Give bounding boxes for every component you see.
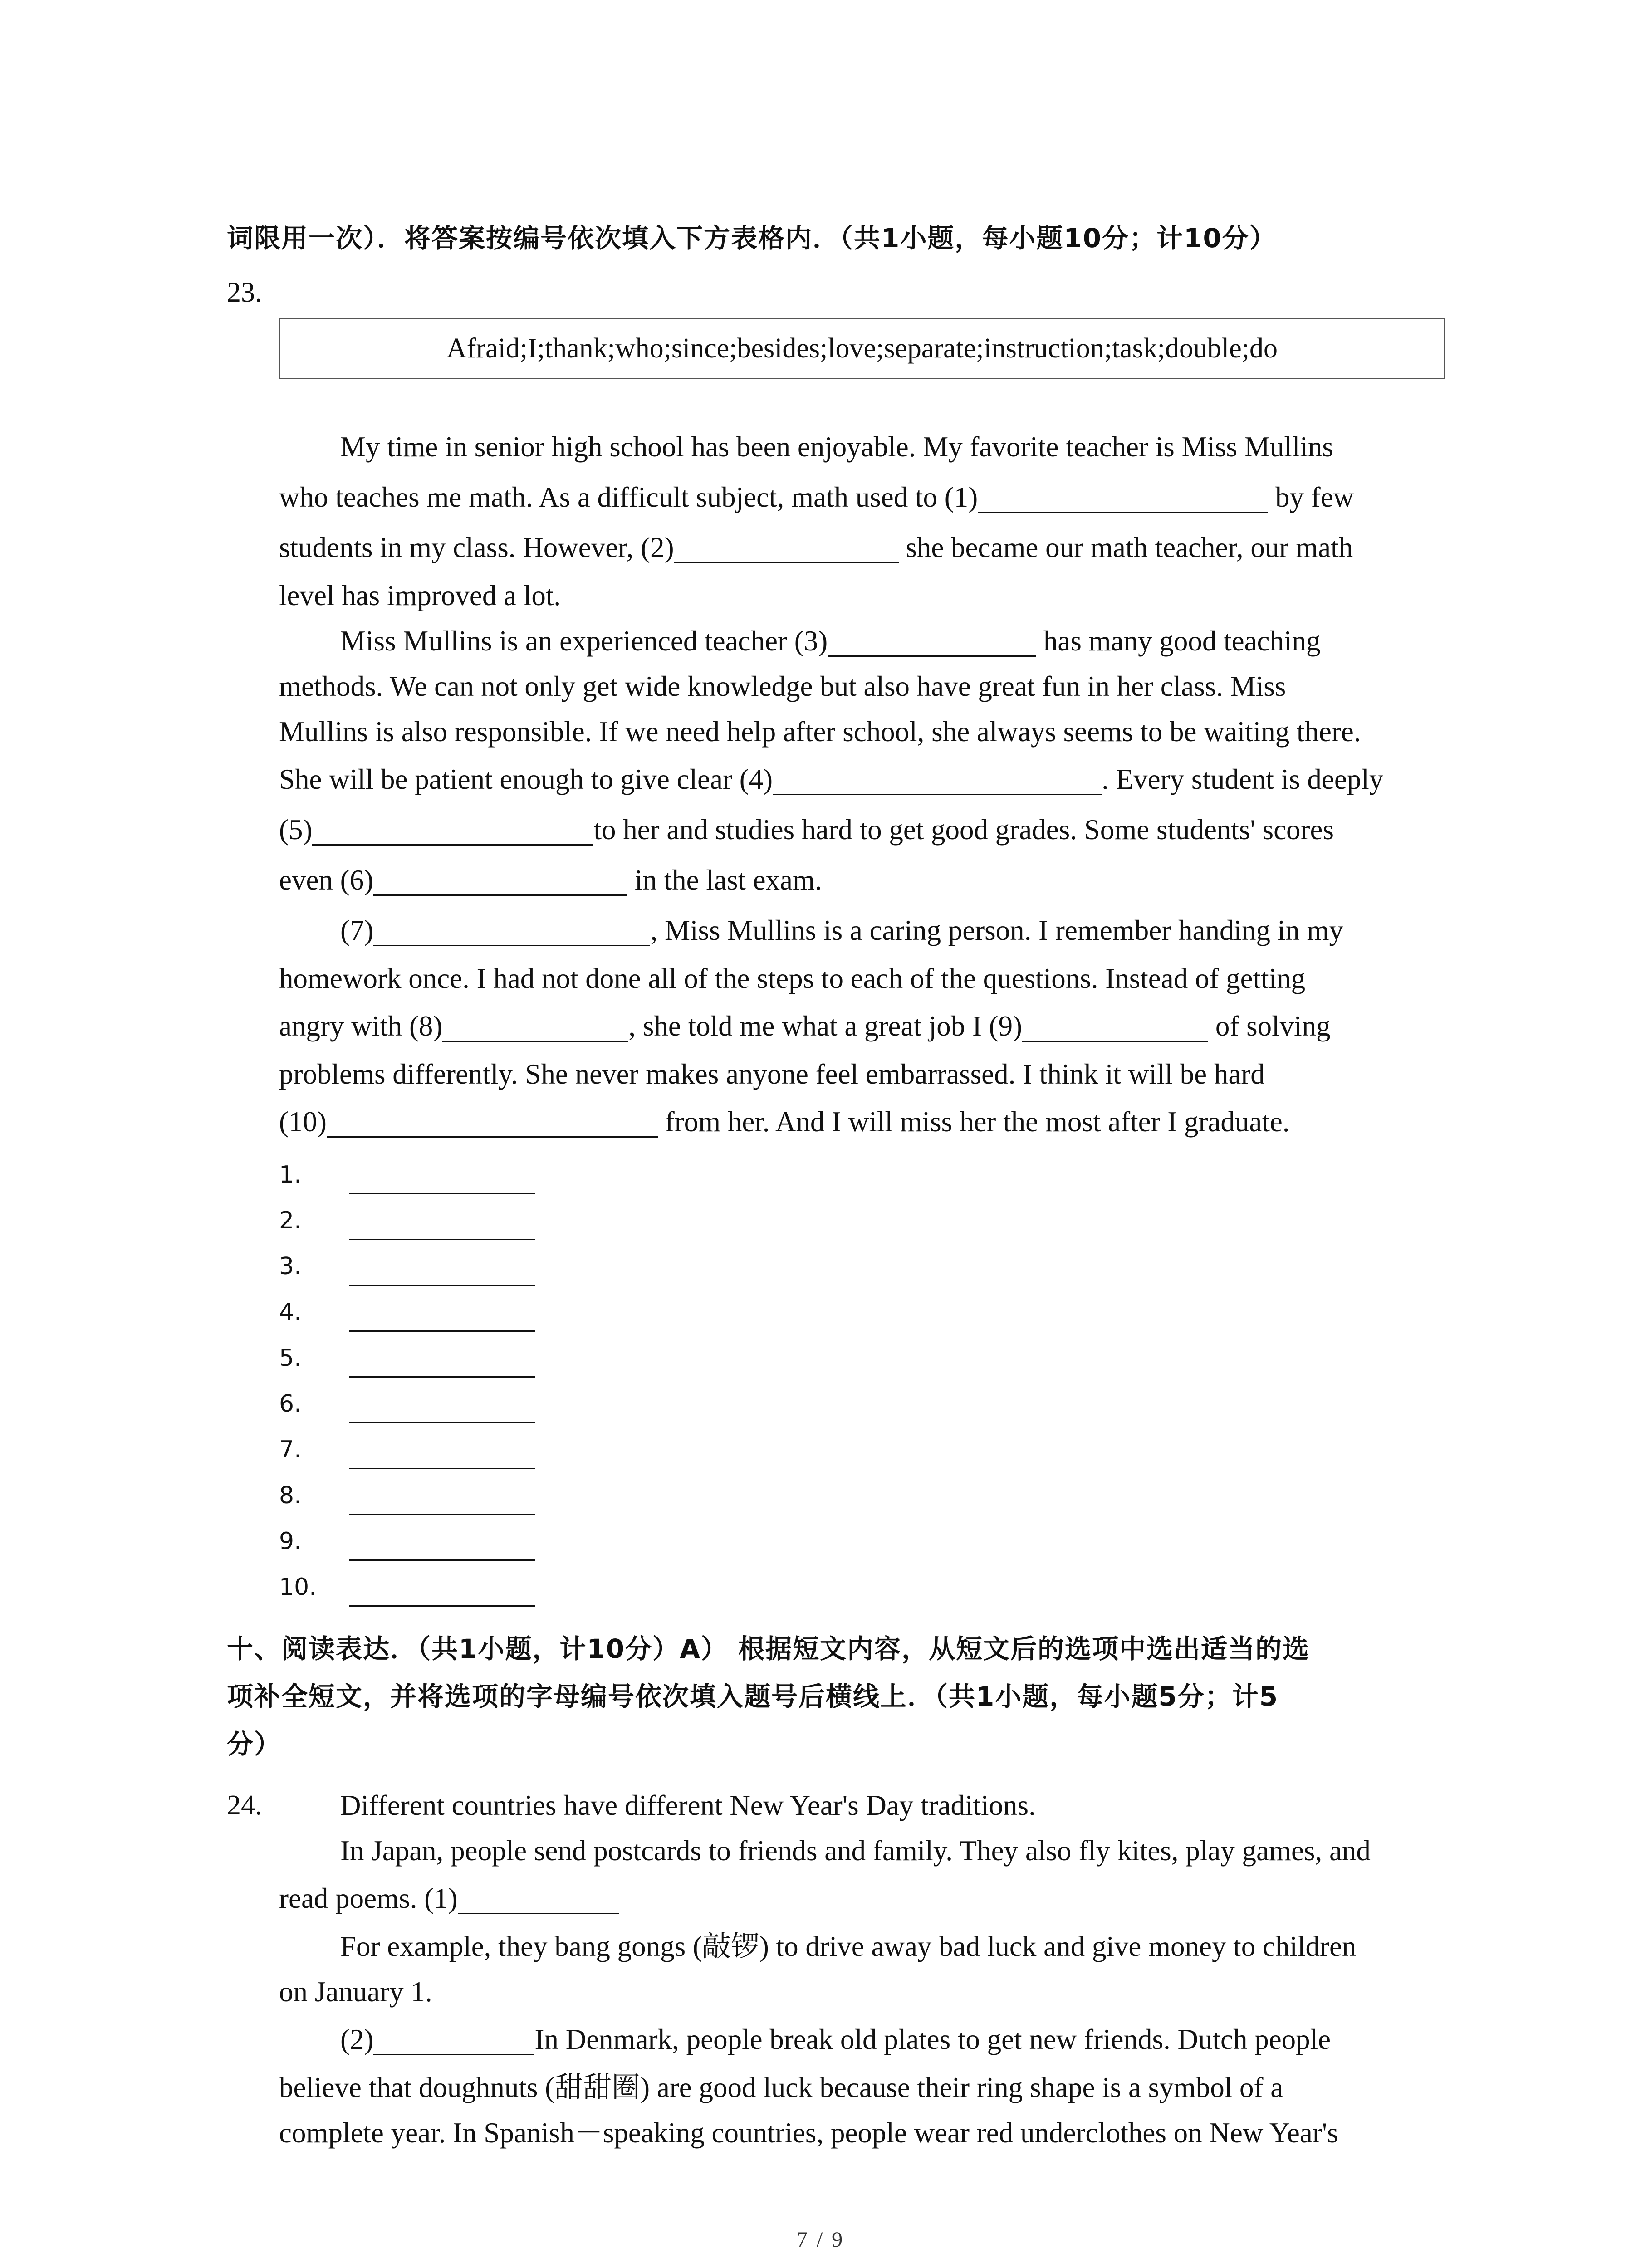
passage-line: methods. We can not only get wide knowledge but also have great fun in her class. Miss	[279, 670, 1286, 702]
passage-line: Different countries have different New Year's Day traditions.	[340, 1789, 1036, 1821]
page-number: 7 / 9	[796, 2228, 845, 2252]
passage-line: (2) In Denmark, people break old plates to get new friends. Dutch people	[340, 2024, 1331, 2055]
answer-line[interactable]	[349, 1285, 535, 1286]
passage-line: For example, they bang gongs (敲锣) to drive away bad luck and give money to children	[340, 1931, 1357, 1962]
passage-line: (10) from her. And I will miss her the most after I graduate.	[279, 1106, 1290, 1138]
section-10-heading-line: 分）	[227, 1729, 282, 1760]
passage-line: students in my class. However, (2) she became our math teacher, our math	[279, 532, 1353, 563]
answer-line[interactable]	[349, 1193, 535, 1194]
passage-23	[279, 422, 1450, 1147]
blank-5[interactable]	[312, 815, 593, 846]
question-23-number: 23.	[227, 277, 262, 308]
passage-line: My time in senior high school has been enjoyable. My favorite teacher is Miss Mullins	[340, 431, 1333, 463]
passage-line: complete year. In Spanish－speaking countries, people wear red underclothes on New Year's	[279, 2117, 1338, 2149]
passage-line: (5) to her and studies hard to get good grades. Some students' scores	[279, 814, 1334, 846]
blank-4[interactable]	[773, 765, 1102, 795]
answer-line[interactable]	[349, 1330, 535, 1332]
passage-24	[279, 1783, 1450, 2156]
passage-line: problems differently. She never makes anyone feel embarrassed. I think it will be hard	[279, 1058, 1265, 1090]
passage-line: read poems. (1)	[279, 1873, 1450, 1924]
passage-line: homework once. I had not done all of the steps to each of the questions. Instead of getting	[279, 963, 1306, 994]
section-10-heading-line: 十、阅读表达．（共1小题，计10分）A） 根据短文内容，从短文后的选项中选出适当的选	[227, 1633, 1310, 1664]
passage-line: angry with (8) , she told me what a great job I (9) of solving	[279, 1010, 1331, 1042]
answer-line[interactable]	[349, 1239, 535, 1240]
passage-line: on January 1.	[279, 1976, 432, 2008]
passage-line: level has improved a lot.	[279, 580, 561, 611]
answer-line[interactable]	[349, 1559, 535, 1561]
blank-1[interactable]	[978, 483, 1268, 513]
section-instruction-tail: 词限用一次）．将答案按编号依次填入下方表格内．（共1小题，每小题10分；计10分）	[227, 223, 1277, 254]
passage-line: (7) , Miss Mullins is a caring person. I remember handing in my	[340, 914, 1343, 946]
answer-line[interactable]	[349, 1376, 535, 1378]
blank-7[interactable]	[373, 916, 650, 946]
question-24-number: 24.	[227, 1790, 262, 1821]
word-bank: Afraid;I;thank;who;since;besides;love;separate;instruction;task;double;do	[446, 332, 1278, 364]
blank-3[interactable]	[828, 626, 1036, 657]
blank-24-2[interactable]	[373, 2025, 534, 2055]
blank-6[interactable]	[373, 865, 627, 896]
passage-line: She will be patient enough to give clear (4) . Every student is deeply	[279, 763, 1384, 795]
passage-line: who teaches me math. As a difficult subject, math used to (1) by few	[279, 481, 1354, 513]
blank-2[interactable]	[674, 533, 899, 563]
section-10-heading-line: 项补全短文，并将选项的字母编号依次填入题号后横线上．（共1小题，每小题5分；计5	[227, 1681, 1279, 1712]
passage-line: believe that doughnuts (甜甜圈) are good luck because their ring shape is a symbol of a	[279, 2072, 1283, 2103]
answer-line[interactable]	[349, 1422, 535, 1423]
blank-10[interactable]	[327, 1107, 658, 1138]
blank-8[interactable]	[442, 1012, 628, 1042]
passage-line: Mullins is also responsible. If we need help after school, she always seems to be waiting there.	[279, 716, 1361, 748]
blank-9[interactable]	[1022, 1012, 1208, 1042]
word-bank-box	[279, 318, 1445, 379]
blank-24-1[interactable]	[458, 1884, 619, 1914]
passage-line: In Japan, people send postcards to friends and family. They also fly kites, play games, and	[340, 1835, 1371, 1867]
answer-line[interactable]	[349, 1605, 535, 1607]
passage-line: Miss Mullins is an experienced teacher (3) has many good teaching	[340, 625, 1321, 657]
passage-line: even (6) in the last exam.	[279, 864, 822, 896]
answer-line[interactable]	[349, 1514, 535, 1515]
document-page: 词限用一次）．将答案按编号依次填入下方表格内．（共1小题，每小题10分；计10分） 23. Afraid;I;thank;who;since;besides;love;separate;instruction;task;double;do My time in senior high school has been enjoyable. My favorite teacher is Miss Mullins who teaches me math. As a difficult subject, math used to (1) by few students in my class. However, (2) she became our math teacher, our math level has improved a lot. Miss Mullins is an experienced teacher (3) has many good teaching methods. We can not only get wide knowledge but also have great fun in her class. Miss Mullins is also responsible. If we need help after school, she always seems to be waiting there. She will be patient enough to give clear (4) . Every student is deeply (5) to her and studies hard to get good grades. Some students' scores even (6) in the last exam. (7) , Miss Mullins is a caring person. I remember handing in my homework once. I had not done all of the steps to each of the questions. Instead of getting angry with (8) , she told me what a great job I (9) of solving problems differently. She never makes anyone feel embarrassed. I think it will be hard (10) from her. And I will miss her the most after I graduate. 1. 2. 3. 4. 5. 6. 7. 8. 9. 10. 十、阅读表达．（共1小题，计10分）A） 根据短文内容，从短文后的选项中选出适当的选 项补全短文，并将选项的字母编号依次填入题号后横线上．（共1小题，每小题5分；计5 分） 24. Different countries have different New Year's Day traditions. In Japan, people send postcards to friends and family. They also fly kites, play games, and read poems. (1) For example, they bang gongs (敲锣) to drive away bad luck and give money to children on January 1. (2) In Denmark, people break old plates to get new friends. Dutch people believe that doughnuts (甜甜圈) are good luck because their ring shape is a symbol of a complete year. In Spanish－speaking countries, people wear red underclothes on New Year's 7 / 9	[0, 0, 1641, 2268]
answer-line[interactable]	[349, 1468, 535, 1469]
